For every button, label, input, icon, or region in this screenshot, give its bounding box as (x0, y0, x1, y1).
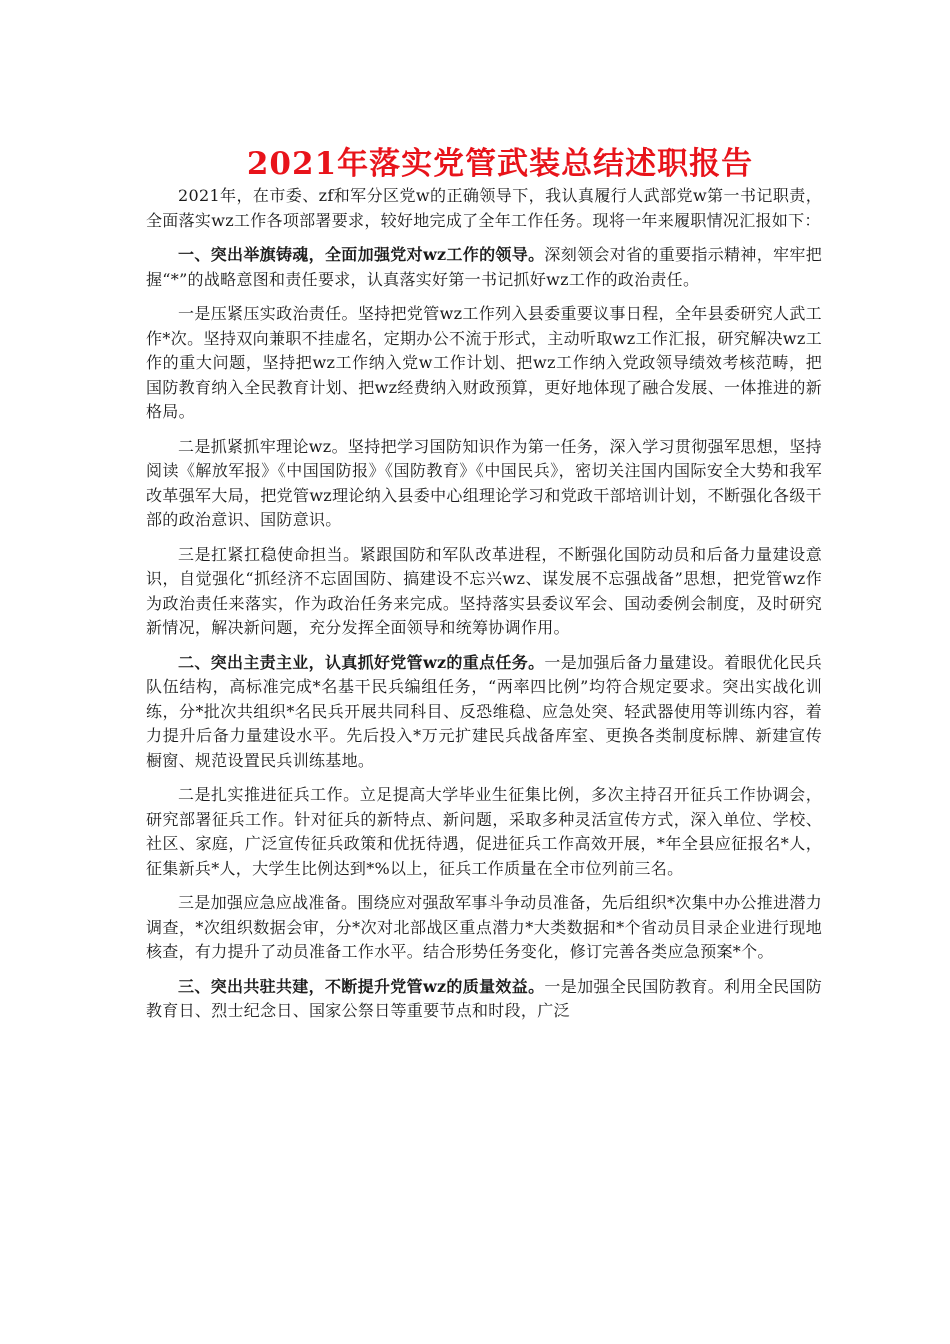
document-body (146, 184, 822, 1034)
paragraph-section-1 (146, 243, 822, 292)
paragraph-intro (146, 184, 822, 233)
paragraph-text: 一是加强全民国防教育。利用全民国防教育日、烈士纪念日、国家公祭日等重要节点和时段，广泛 (146, 976, 822, 1020)
document-title: 2021年落实党管武装总结述职报告 (246, 146, 754, 182)
paragraph-1-1 (146, 302, 822, 425)
paragraph-1-3 (146, 543, 822, 641)
section-heading-1: 一、突出举旗铸魂，全面加强党对wz工作的领导。 (178, 245, 545, 264)
paragraph-text: 一是加强后备力量建设。着眼优化民兵队伍结构，高标准完成*名基干民兵编组任务，“两率四比例”均符合规定要求。突出实战化训练，分*批次共组织*名民兵开展共同科目、反恐维稳、应急处突、轻武器使用等训练内容，着力提升后备力量建设水平。先后投入*万元扩建民兵战备库室、更换各类制度标牌、新建宣传橱窗、规范设置民兵训练基地。 (146, 652, 822, 770)
paragraph-text: 深刻领会对省的重要指示精神，牢牢把握“*”的战略意图和责任要求，认真落实好第一书记抓好wz工作的政治责任。 (146, 245, 822, 289)
section-heading-3: 三、突出共驻共建，不断提升党管wz的质量效益。 (178, 976, 545, 996)
paragraph-text: 2021年，在市委、zf和军分区党w的正确领导下，我认真履行人武部党w第一书记职责，全面落实wz工作各项部署要求，较好地完成了全年工作任务。现将一年来履职情况汇报如下： (146, 186, 822, 230)
paragraph-2-3 (146, 891, 822, 965)
paragraph-text: 三是扛紧扛稳使命担当。紧跟国防和军队改革进程，不断强化国防动员和后备力量建设意识，自觉强化“抓经济不忘固国防、搞建设不忘兴wz、谋发展不忘强战备”思想，把党管wz作为政治责任来落实，作为政治任务来完成。坚持落实县委议军会、国动委例会制度，及时研究新情况，解决新问题，充分发挥全面领导和统筹协调作用。 (146, 544, 822, 637)
paragraph-text: 三是加强应急应战准备。围绕应对强敌军事斗争动员准备，先后组织*次集中办公推进潜力调查，*次组织数据会审，分*次对北部战区重点潜力*大类数据和*个省动员目录企业进行现地核查，有力提升了动员准备工作水平。结合形势任务变化，修订完善各类应急预案*个。 (146, 893, 823, 961)
paragraph-text: 一是压紧压实政治责任。坚持把党管wz工作列入县委重要议事日程，全年县委研究人武工作*次。坚持双向兼职不挂虚名，定期办公不流于形式，主动听取wz工作汇报，研究解决wz工作的重大问题，坚持把wz工作纳入党w工作计划、把wz工作纳入党政领导绩效考核范畴，把国防教育纳入全民教育计划、把wz经费纳入财政预算，更好地体现了融合发展、一体推进的新格局。 (146, 304, 822, 421)
paragraph-section-2 (146, 651, 822, 774)
paragraph-2-2 (146, 783, 822, 881)
section-heading-2: 二、突出主责主业，认真抓好党管wz的重点任务。 (178, 652, 545, 672)
paragraph-1-2 (146, 435, 822, 533)
paragraph-section-3 (146, 975, 822, 1024)
paragraph-text: 二是抓紧抓牢理论wz。坚持把学习国防知识作为第一任务，深入学习贯彻强军思想，坚持阅读《解放军报》《中国国防报》《国防教育》《中国民兵》，密切关注国内国际安全大势和我军改革强军大局，把党管wz理论纳入县委中心组理论学习和党政干部培训计划，不断强化各级干部的政治意识、国防意识。 (146, 436, 822, 529)
paragraph-text: 二是扎实推进征兵工作。立足提高大学毕业生征集比例，多次主持召开征兵工作协调会，研究部署征兵工作。针对征兵的新特点、新问题，采取多种灵活宣传方式，深入单位、学校、社区、家庭，广泛宣传征兵政策和优抚待遇，促进征兵工作高效开展，*年全县应征报名*人，征集新兵*人，大学生比例达到*%以上，征兵工作质量在全市位列前三名。 (146, 785, 822, 878)
